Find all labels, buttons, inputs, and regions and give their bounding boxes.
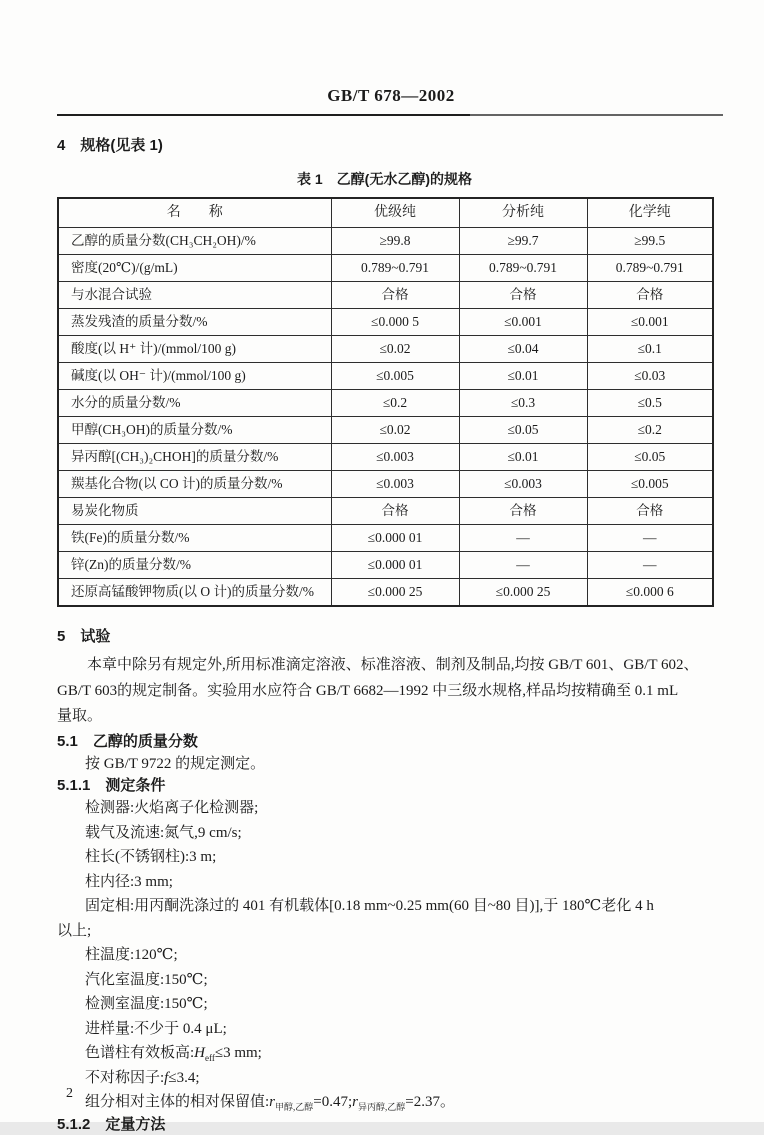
condition-line: 检测室温度:150℃; [85, 996, 208, 1012]
spec-value: ≤0.01 [459, 363, 587, 390]
spec-value: 合格 [587, 282, 713, 309]
plate-height-label: 色谱柱有效板高: [85, 1045, 195, 1061]
section5-heading: 5 试验 [57, 628, 111, 645]
spec-name: 密度(20℃)/(g/mL) [58, 255, 331, 282]
spec-value: ≤0.000 5 [331, 309, 459, 336]
intro-line: GB/T 603的规定制备。实验用水应符合 GB/T 6682—1992 中三级水规格,样品均按精确至 0.1 mL [57, 682, 679, 699]
plate-height-value: ≤3 mm; [214, 1045, 262, 1061]
spec-value: 合格 [459, 282, 587, 309]
spec-value: ≤0.5 [587, 390, 713, 417]
spec-value: — [587, 525, 713, 552]
spec-value: — [587, 552, 713, 579]
spec-value: ≤0.03 [587, 363, 713, 390]
spec-value: ≤0.000 01 [331, 525, 459, 552]
retention-label: 组分相对主体的相对保留值: [85, 1094, 270, 1110]
spec-value: ≤0.000 25 [331, 579, 459, 607]
spec-value: ≤0.001 [587, 309, 713, 336]
condition-line: 载气及流速:氮气,9 cm/s; [85, 824, 242, 841]
condition-line: 检测器:火焰离子化检测器; [85, 800, 259, 816]
spec-name: 酸度(以 H⁺ 计)/(mmol/100 g) [58, 336, 331, 363]
retention-value-1: =0.47; [313, 1094, 353, 1110]
condition-line: 柱温度:120℃; [85, 947, 178, 963]
spec-name: 水分的质量分数/% [58, 390, 331, 417]
page-number: 2 [66, 1086, 73, 1101]
col-header-grade2: 分析纯 [459, 198, 587, 228]
page-content [57, 136, 737, 1135]
retention-subscript-2: 异丙醇,乙醇 [358, 1102, 406, 1112]
condition-line: 汽化室温度:150℃; [85, 971, 208, 988]
section5-1-body: 按 GB/T 9722 的规定测定。 [85, 755, 266, 772]
table-row [58, 471, 713, 498]
section5-1-heading: 5.1 乙醇的质量分数 [57, 732, 198, 750]
table-caption: 表 1 乙醇(无水乙醇)的规格 [297, 171, 472, 187]
col-header-grade3: 化学纯 [587, 198, 713, 228]
table-row [58, 525, 713, 552]
condition-line: 柱长(不锈钢柱):3 m; [85, 849, 217, 865]
table-row [58, 444, 713, 471]
spec-name: 与水混合试验 [58, 282, 331, 309]
retention-symbol-1: r [269, 1094, 276, 1110]
spec-value: — [459, 552, 587, 579]
spec-value: 0.789~0.791 [331, 255, 459, 282]
condition-line-continuation: 以上; [57, 922, 92, 939]
spec-value: ≤0.05 [459, 417, 587, 444]
section5-1-1-heading: 5.1.1 测定条件 [57, 777, 166, 794]
spec-value: ≤0.02 [331, 336, 459, 363]
asymmetry-value: ≤3.4; [168, 1069, 200, 1086]
condition-line: 固定相:用丙酮洗涤过的 401 有机载体[0.18 mm~0.25 mm(60 目~80 目)],于 180℃老化 4 h [85, 898, 654, 914]
table-row [58, 552, 713, 579]
standard-code: GB/T 678—2002 [327, 86, 455, 105]
spec-value: ≤0.05 [587, 444, 713, 471]
col-header-name: 名 称 [58, 198, 331, 228]
retention-value-2: =2.37。 [405, 1094, 455, 1110]
intro-line: 本章中除另有规定外,所用标准滴定溶液、标准溶液、制剂及制品,均按 GB/T 601、GB/T 602、 [87, 657, 699, 673]
col-header-grade1: 优级纯 [331, 198, 459, 228]
section5-intro [57, 653, 737, 730]
spec-value: ≤0.04 [459, 336, 587, 363]
condition-line-retention [57, 1090, 737, 1115]
retention-subscript-1: 甲醇,乙醇 [275, 1102, 314, 1112]
spec-table [57, 197, 714, 607]
spec-value: 0.789~0.791 [587, 255, 713, 282]
spec-value: ≤0.2 [331, 390, 459, 417]
spec-value: ≤0.005 [331, 363, 459, 390]
spec-value: ≥99.5 [587, 228, 713, 255]
condition-line: 进样量:不少于 0.4 μL; [85, 1020, 227, 1037]
spec-name: 铁(Fe)的质量分数/% [58, 525, 331, 552]
spec-value: 0.789~0.791 [459, 255, 587, 282]
spec-value: ≤0.02 [331, 417, 459, 444]
spec-value: ≤0.005 [587, 471, 713, 498]
spec-value: ≥99.7 [459, 228, 587, 255]
table-row [58, 390, 713, 417]
spec-name: 锌(Zn)的质量分数/% [58, 552, 331, 579]
section5-body [57, 732, 737, 1135]
spec-value: 合格 [331, 498, 459, 525]
table-header-row [58, 198, 713, 228]
plate-height-symbol: H [194, 1045, 206, 1061]
spec-name: 还原高锰酸钾物质(以 O 计)的质量分数/% [58, 579, 331, 607]
table-row [58, 336, 713, 363]
spec-value: ≤0.000 25 [459, 579, 587, 607]
spec-value: ≥99.8 [331, 228, 459, 255]
table-row [58, 309, 713, 336]
spec-value: ≤0.2 [587, 417, 713, 444]
condition-line-asymmetry [57, 1066, 737, 1091]
table-row [58, 228, 713, 255]
spec-value: ≤0.000 6 [587, 579, 713, 607]
spec-name: 异丙醇[(CH₃)₂CHOH]的质量分数/% [58, 444, 331, 471]
spec-name: 羰基化合物(以 CO 计)的质量分数/% [58, 471, 331, 498]
intro-line: 量取。 [57, 708, 103, 724]
table-row [58, 498, 713, 525]
section4-heading: 4 规格(见表 1) [57, 137, 163, 154]
spec-value: ≤0.000 01 [331, 552, 459, 579]
section5-1-2-heading: 5.1.2 定量方法 [57, 1115, 166, 1133]
header-rule [57, 114, 723, 116]
table-row [58, 363, 713, 390]
spec-value: 合格 [587, 498, 713, 525]
spec-value: ≤0.3 [459, 390, 587, 417]
spec-value: ≤0.003 [331, 471, 459, 498]
table-row [58, 282, 713, 309]
spec-value: 合格 [459, 498, 587, 525]
plate-height-subscript: eff [205, 1053, 215, 1063]
condition-line-plate-height [57, 1041, 737, 1066]
spec-name: 甲醇(CH₃OH)的质量分数/% [58, 417, 331, 444]
spec-value: ≤0.003 [459, 471, 587, 498]
asymmetry-label: 不对称因子: [85, 1069, 165, 1086]
spec-value: ≤0.003 [331, 444, 459, 471]
spec-name: 碱度(以 OH⁻ 计)/(mmol/100 g) [58, 363, 331, 390]
spec-name: 乙醇的质量分数(CH₃CH₂OH)/% [58, 228, 331, 255]
spec-value: — [459, 525, 587, 552]
spec-value: ≤0.1 [587, 336, 713, 363]
spec-value: ≤0.01 [459, 444, 587, 471]
spec-name: 蒸发残渣的质量分数/% [58, 309, 331, 336]
table-row [58, 417, 713, 444]
table-row [58, 579, 713, 607]
asymmetry-symbol: f [164, 1069, 169, 1086]
condition-line: 柱内径:3 mm; [85, 873, 173, 890]
spec-value: 合格 [331, 282, 459, 309]
spec-name: 易炭化物质 [58, 498, 331, 525]
table-row [58, 255, 713, 282]
spec-value: ≤0.001 [459, 309, 587, 336]
retention-symbol-2: r [352, 1094, 359, 1110]
